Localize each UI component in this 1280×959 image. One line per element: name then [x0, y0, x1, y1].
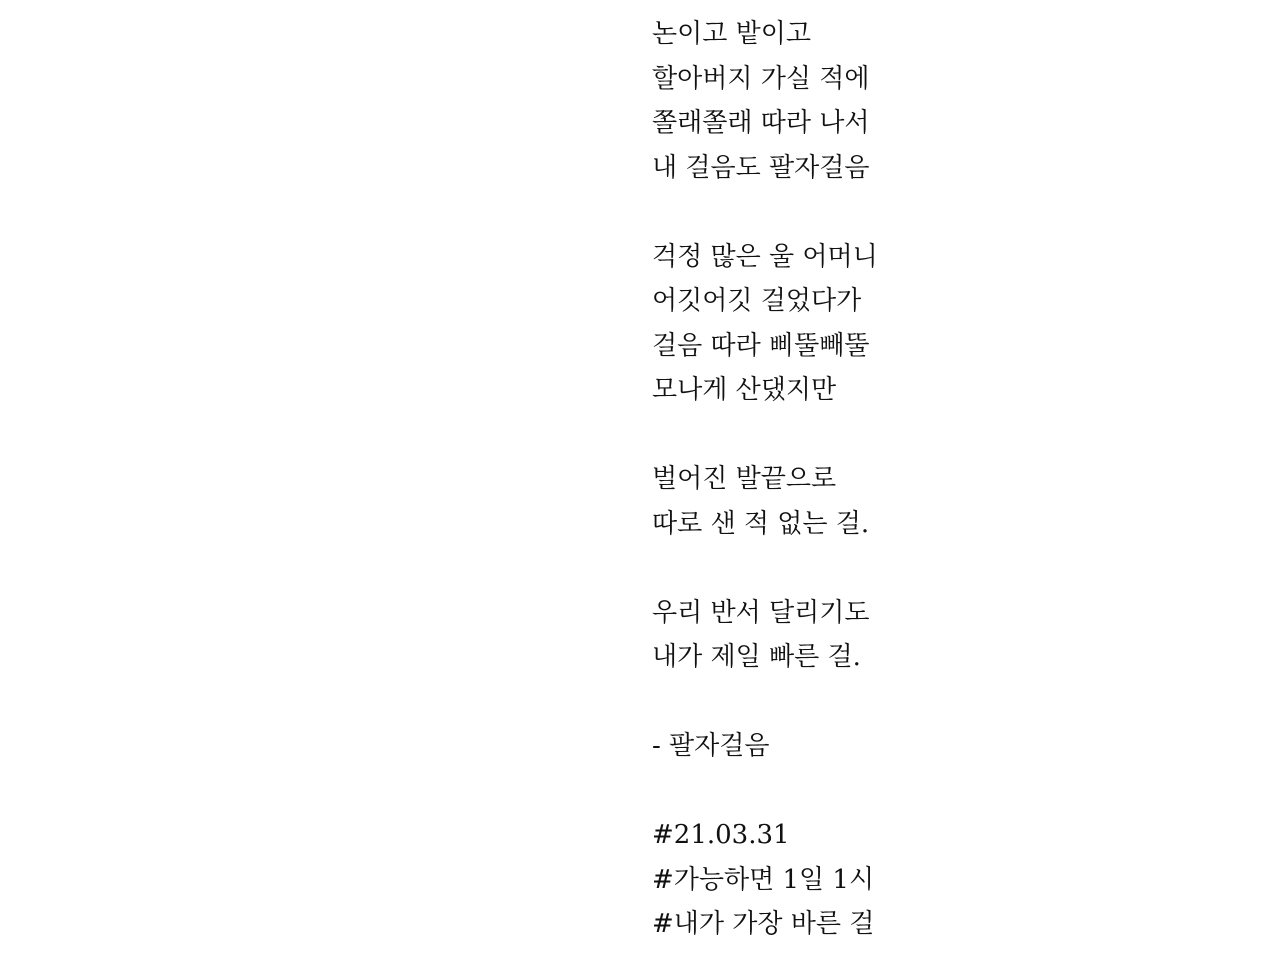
hashtag-date: #21.03.31: [652, 820, 790, 850]
hashtag: #내가 가장 바른 걸: [652, 909, 875, 939]
stanza-gap: [652, 190, 878, 235]
stanza-1: [652, 12, 878, 190]
poem-line: 모나게 산댔지만: [652, 375, 837, 405]
poem-line: 할아버지 가실 적에: [652, 63, 870, 94]
poem-line: 쫄래쫄래 따라 나서: [652, 108, 870, 138]
stanza-gap: [652, 546, 878, 591]
poem-line: 어깃어깃 걸었다가: [652, 286, 862, 316]
stanza-gap: [652, 413, 878, 458]
stanza-gap: [652, 680, 878, 725]
poem-line: 걸음 따라 삐뚤빼뚤: [652, 330, 870, 361]
stanza-gap: [652, 769, 878, 814]
poem-line: 내 걸음도 팔자걸음: [652, 152, 870, 183]
poem-line: 벌어진 발끝으로: [652, 464, 837, 494]
poem-signature: [652, 724, 878, 769]
poem-line: 걱정 많은 울 어머니: [652, 241, 878, 272]
hashtag: #가능하면 1일 1시: [652, 864, 875, 895]
stanza-2: [652, 235, 878, 413]
stanza-4: [652, 591, 878, 680]
poem-line: 내가 제일 빠른 걸.: [652, 642, 861, 672]
poem-line: 우리 반서 달리기도: [652, 597, 870, 628]
poem-title-signature: - 팔자걸음: [652, 731, 770, 761]
poem-text: [652, 12, 878, 947]
poem-line: 논이고 밭이고: [652, 19, 811, 49]
stanza-3: [652, 457, 878, 546]
poem-line: 따로 샌 적 없는 걸.: [652, 508, 870, 539]
hashtags: [652, 813, 878, 947]
